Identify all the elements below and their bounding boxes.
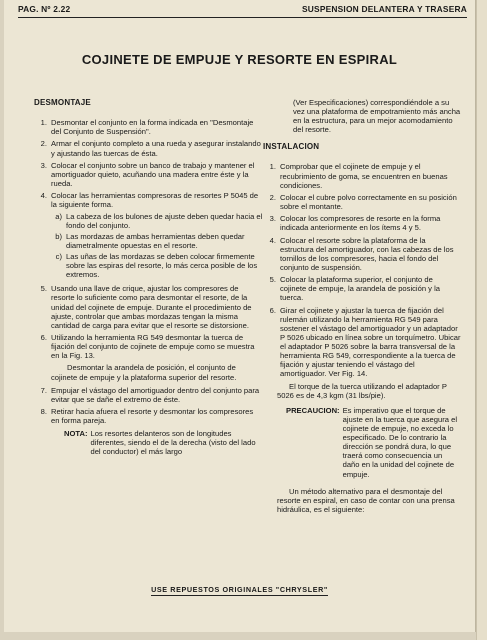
list-item [36, 161, 263, 188]
section-name: SUSPENSION DELANTERA Y TRASERA [302, 4, 467, 14]
substep-text: Las mordazas de ambas herramientas deben quedar diametralmente opuestas en el resorte. [66, 231, 245, 250]
step-number: 8. [40, 407, 47, 417]
step-number: 2. [40, 139, 47, 149]
list-item [265, 214, 461, 232]
note [64, 429, 263, 456]
list-item [36, 139, 263, 157]
list-item [265, 275, 461, 302]
page-header [18, 2, 467, 18]
list-item [36, 333, 263, 360]
step-number: 4. [40, 191, 47, 201]
substeps [51, 212, 263, 280]
instalacion-heading: INSTALACION [263, 142, 320, 152]
step-text: Colocar los compresores de resorte en la forma indicada anteriormente en los ítems 4 y 5. [280, 214, 441, 233]
note-label: NOTA: [64, 429, 88, 439]
caution-label: PRECAUCION: [286, 405, 340, 415]
step-text: Comprobar que el cojinete de empuje y el recubrimiento de goma, se encuentren en buenas condiciones. [280, 162, 448, 190]
step-number: 4. [269, 235, 276, 245]
substep-text: Las uñas de las mordazas se deben colocar firmemente sobre las espiras del resorte, lo más cerca posible de los extremos. [66, 251, 258, 280]
note-text: Los resortes delanteros son de longitudes diferentes, siendo el de la derecha (visto del lado del conductor) el más largo [90, 429, 256, 457]
caution-text: Es imperativo que el torque de ajuste en la tuerca que asegura el cojinete de empuje, no exceda lo especificado. De lo contrario la dirección se pondrá dura, lo que traerá como consecuencia un daño en la unidad del cojinete de empuje. [342, 405, 458, 479]
step-number: 3. [40, 160, 47, 170]
right-column [265, 98, 461, 521]
step-text: Utilizando la herramienta RG 549 desmontar la tuerca de fijación del conjunto de cojinete de empuje como se muestra en la Fig. 13. [51, 333, 255, 361]
step-body [51, 191, 263, 281]
substep-label: a) [55, 211, 62, 221]
list-item [51, 252, 263, 279]
step-text: Colocar el conjunto sobre un banco de trabajo y mantener el amortiguador quieto, acuñando una madera entre éste y la rueda. [51, 160, 255, 189]
list-item [265, 306, 461, 379]
step6-paragraph: Desmontar la arandela de posición, el conjunto de cojinete de empuje y la plataforma superior del resorte. [51, 363, 237, 382]
left-column [36, 98, 263, 457]
substep-label: c) [55, 251, 62, 261]
page-title: COJINETE DE EMPUJE Y RESORTE EN ESPIRAL [81, 52, 398, 67]
footer-text: USE REPUESTOS ORIGINALES "CHRYSLER" [151, 585, 328, 594]
desmontaje-steps [36, 118, 263, 360]
page-number: PAG. Nº 2.22 [18, 4, 71, 14]
step-number: 3. [269, 214, 276, 224]
page-edge [476, 0, 487, 640]
step-text: Armar el conjunto completo a una rueda y asegurar instalando y ajustando las tuercas de ésta. [51, 139, 261, 158]
step-text: Colocar el resorte sobre la plataforma de la estructura del amortiguador, con las cabezas de los tornillos de los compresores, hacia el fondo del conjunto de suspensión. [280, 235, 454, 272]
alt-method-paragraph: Un método alternativo para el desmontaje del resorte en espiral, en caso de contar con una prensa hidráulica, es el siguiente: [277, 486, 455, 514]
list-item [36, 386, 263, 404]
step-text: Colocar la plataforma superior, el conjunto de cojinete de empuje, la arandela de posición y la tuerca. [280, 275, 440, 303]
list-item [51, 232, 263, 250]
note-continuation: (Ver Especificaciones) correspondiéndole a su vez una plataforma de empotramiento más ancha en la estructura, para un mejor acomodamiento del resorte. [293, 98, 461, 135]
instalacion-steps [265, 162, 461, 378]
step-text: Girar el cojinete y ajustar la tuerca de fijación del rulemán utilizando la herramienta RG 549 para sostener el vástago del amortiguador y un adaptador P 5026 ubicado en línea sobre un torquímetro. Ubicar el adaptador P 5026 sobre la barra transversal de la herramienta RG 549, correspondiente a la tuerca de fijación y ajustar teniendo el vástago del amortiguador. Ver Fig. 14. [280, 305, 461, 379]
step-text: Colocar las herramientas compresoras de resortes P 5045 de la siguiente forma. [51, 191, 259, 210]
step-text: Colocar el cubre polvo correctamente en su posición sobre el montante. [280, 192, 457, 212]
step-text: Usando una llave de crique, ajustar los compresores de resorte lo suficiente como para desmontar el resorte, de la unidad del cojinete de empuje. Durante el procedimiento de ajuste, controlar que ambas mordazas tengan la misma cantidad de carga para evitar que el resorte se distorsione. [51, 284, 252, 330]
list-item [36, 284, 263, 329]
list-item [265, 236, 461, 272]
list-item [265, 162, 461, 189]
step-number: 6. [269, 305, 276, 315]
step-number: 5. [40, 284, 47, 294]
caution [286, 406, 461, 479]
list-item [265, 193, 461, 211]
substep-label: b) [55, 231, 62, 241]
list-item [36, 191, 263, 281]
step-text: Empujar el vástago del amortiguador dentro del conjunto para evitar que se dañe el extremo de éste. [51, 385, 260, 404]
step-number: 5. [269, 275, 276, 285]
desmontaje-heading: DESMONTAJE [34, 98, 91, 107]
desmontaje-steps-cont [36, 386, 263, 426]
torque-paragraph: El torque de la tuerca utilizando el adaptador P 5026 es de 4,3 kgm (31 lbs/pie). [277, 381, 447, 400]
list-item [36, 407, 263, 425]
step-number: 6. [40, 333, 47, 342]
page-footer [4, 585, 475, 594]
manual-page [4, 0, 475, 632]
substep-text: La cabeza de los bulones de ajuste deben quedar hacia el fondo del conjunto. [66, 211, 263, 230]
list-item [36, 118, 263, 136]
step-text: Retirar hacia afuera el resorte y desmontar los compresores en forma pareja. [51, 407, 254, 426]
step-text: Desmontar el conjunto en la forma indicada en "Desmontaje del Conjunto de Suspensión". [51, 118, 254, 137]
step-number: 1. [269, 162, 276, 172]
list-item [51, 212, 263, 230]
step-number: 2. [269, 192, 276, 202]
step-number: 1. [40, 118, 47, 128]
step-number: 7. [40, 385, 47, 395]
